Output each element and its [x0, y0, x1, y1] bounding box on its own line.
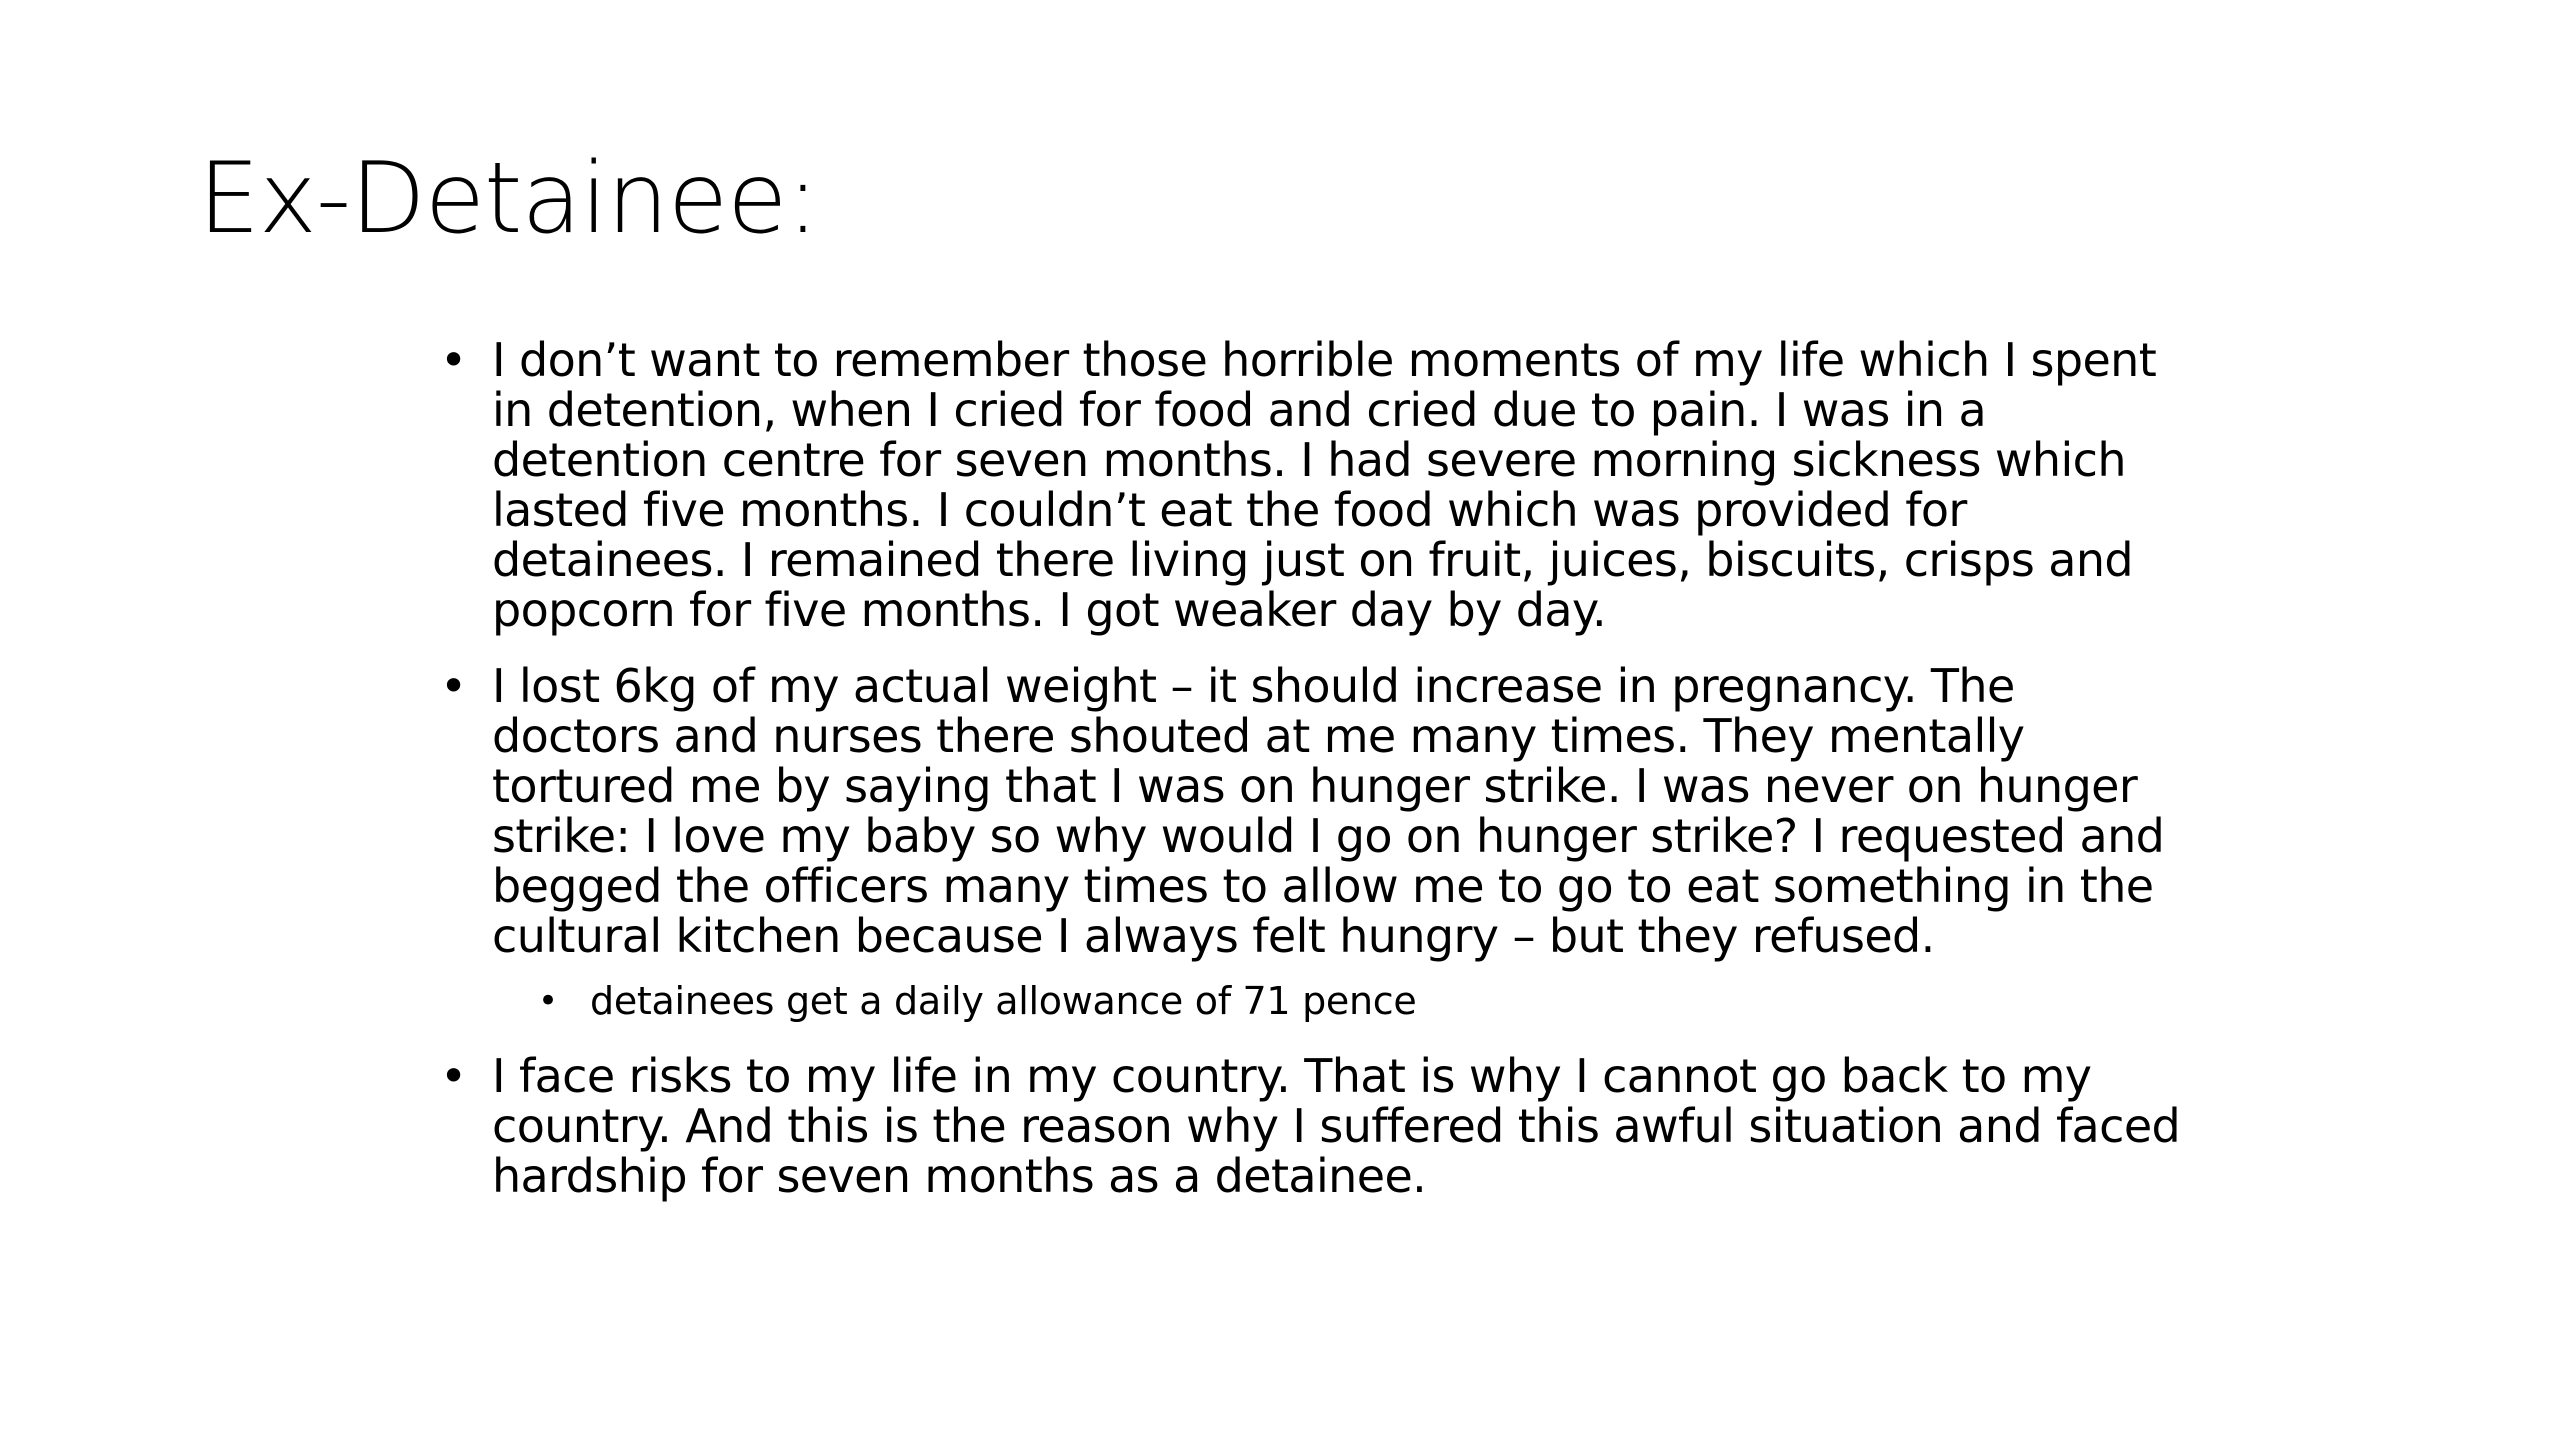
- bullet-item: [430, 1051, 2190, 1201]
- bullet-item: [430, 661, 2190, 961]
- bullet-text: I lost 6kg of my actual weight – it should increase in pregnancy. The doctors and nurses there shouted at me many times. They mentally tortured me by saying that I was on hunger strike. I was never on hunger strike: I love my baby so why would I go on hunger strike? I requested and begged the officers many times to allow me to go to eat something in the cultural kitchen because I always felt hungry – but they refused.: [492, 659, 2165, 963]
- sub-bullet-icon: •: [538, 981, 558, 1021]
- bullet-icon: •: [440, 1049, 467, 1103]
- sub-bullet-text: detainees get a daily allowance of 71 pence: [590, 979, 1417, 1023]
- bullet-text: I don’t want to remember those horrible moments of my life which I spent in detention, when I cried for food and cried due to pain. I was in a detention centre for seven months. I had severe morning sickness which lasted five months. I couldn’t eat the food which was provided for detainees. I remained there living just on fruit, juices, biscuits, crisps and popcorn for five months. I got weaker day by day.: [492, 333, 2157, 637]
- sub-bullet-item: [430, 977, 2190, 1025]
- bullet-text: I face risks to my life in my country. That is why I cannot go back to my country. And this is the reason why I suffered this awful situation and faced hardship for seven months as a detainee.: [492, 1049, 2181, 1203]
- bullet-item: [430, 335, 2190, 635]
- bullet-icon: •: [440, 333, 467, 387]
- bullet-icon: •: [440, 659, 467, 713]
- slide-title: Ex-Detainee:: [198, 142, 819, 256]
- bullet-list: [430, 335, 2190, 1201]
